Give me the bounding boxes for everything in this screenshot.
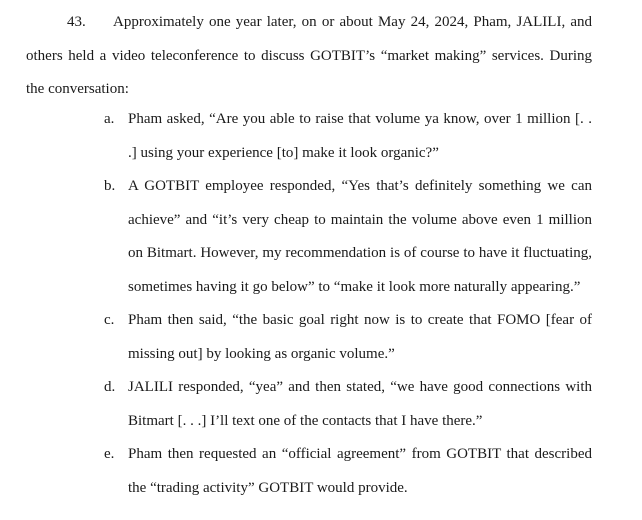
sub-item-list	[104, 103, 592, 505]
list-item-text: A GOTBIT employee responded, “Yes that’s definitely something we can achieve” and “it’s very cheap to maintain the volume above even 1 million on Bitmart. However, my recommendation is of course to have it fluctuating, sometimes having it go below” to “make it look more naturally appearing.”	[128, 178, 592, 295]
list-item-text: Pham asked, “Are you able to raise that volume ya know, over 1 million [. . .] using your experience [to] make it look organic?”	[128, 111, 592, 161]
list-marker: b.	[104, 178, 116, 194]
list-item-d	[104, 371, 592, 438]
list-item-c	[104, 304, 592, 371]
list-marker: c.	[104, 312, 115, 328]
list-item-text: Pham then said, “the basic goal right now is to create that FOMO [fear of missing out] by looking as organic volume.”	[128, 312, 592, 362]
list-item-b	[104, 170, 592, 304]
list-marker: e.	[104, 446, 115, 462]
list-marker: a.	[104, 111, 115, 127]
list-item-text: JALILI responded, “yea” and then stated, “we have good connections with Bitmart [. . .] I’ll text one of the contacts that I have there.”	[128, 379, 592, 429]
list-marker: d.	[104, 379, 116, 395]
paragraph-43	[26, 6, 592, 107]
list-item-text: Pham then requested an “official agreement” from GOTBIT that described the “trading activity” GOTBIT would provide.	[128, 446, 592, 496]
list-item-a	[104, 103, 592, 170]
paragraph-number: 43.	[67, 14, 86, 30]
paragraph-text: Approximately one year later, on or about May 24, 2024, Pham, JALILI, and others held a video teleconference to discuss GOTBIT’s “market making” services. During the conversation:	[26, 14, 592, 97]
list-item-e	[104, 438, 592, 505]
